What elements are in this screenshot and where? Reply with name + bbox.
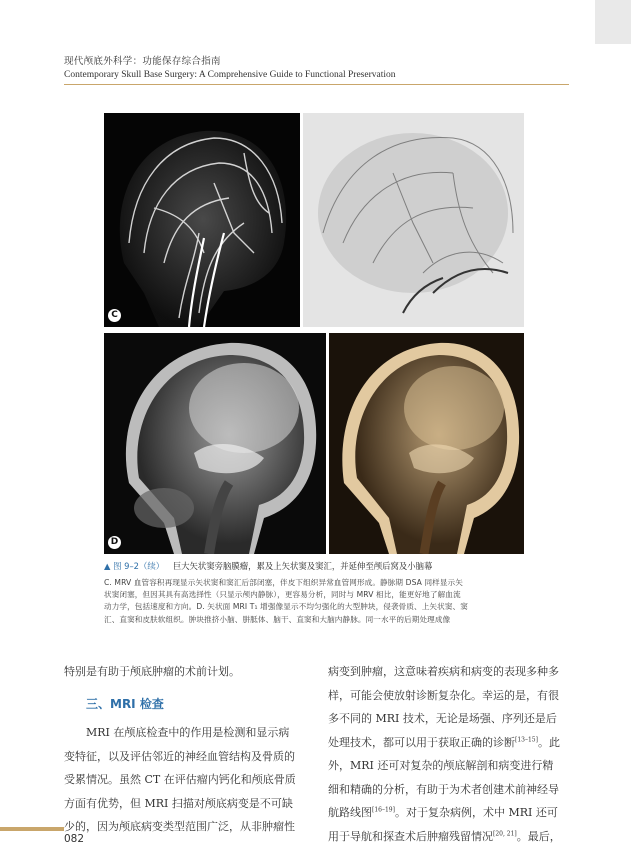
caption-body	[104, 577, 536, 626]
caption-marker: ▲	[104, 561, 111, 571]
page-number: 082	[64, 833, 85, 845]
paragraph-line: 病变到肿瘤，这意味着疾病和病变的表现多种多	[328, 665, 559, 678]
caption-line: 动力学，包括速度和方向。D. 矢状面 MRI T₁ 增强像显示不均匀强化的大型肿块，侵袭骨质、上矢状窦、窦	[104, 602, 468, 612]
paragraph-line: 外，MRI 还可对复杂的颅底解剖和病变进行精	[328, 759, 554, 772]
caption-line: 汇、直窦和皮肤软组织。肿块推挤小脑、胼胝体、脑干、直窦和大脑内静脉。同一水平的后期处理成像	[104, 614, 451, 624]
paragraph-line: 多不同的 MRI 技术，无论是场强、序列还是后	[328, 712, 557, 725]
page-corner-tab	[595, 0, 631, 44]
citation-ref: [20, 21]	[493, 829, 517, 837]
panel-label-c: C	[108, 309, 121, 322]
citation-ref: [16–19]	[372, 806, 395, 814]
paragraph-line	[328, 731, 572, 755]
caption-line: C. MRV 血管容积再现显示矢状窦和窦汇后部闭塞，伴皮下组织异常血管网形成。静脉期 DSA 同样显示矢	[104, 578, 463, 587]
paragraph-line: 少的，因为颅底病变类型范围广泛，从非肿瘤性	[64, 820, 295, 833]
paragraph-line	[328, 825, 572, 849]
footer-rule	[0, 827, 64, 831]
text-run: 。最后，	[516, 829, 561, 843]
text-run: 。对于复杂病例，术中 MRI 还可	[394, 806, 558, 819]
paragraph-line: 方面有优势，但 MRI 扫描对颅底病变是不可缺	[64, 796, 293, 810]
body-column-left	[64, 660, 302, 839]
paragraph-line: 样，可能会使放射诊断复杂化。幸运的是，有很	[328, 688, 559, 702]
paragraph-line: MRI 在颅底检查中的作用是检测和显示病	[86, 726, 290, 739]
body-column-right	[328, 660, 572, 848]
panel-label-d: D	[108, 536, 121, 549]
text-run: 。此	[537, 735, 560, 749]
paragraph-line: 变特征，以及评估邻近的神经血管结构及骨质的	[64, 749, 295, 763]
text-run: 航路线图	[328, 806, 372, 819]
mrv-image	[104, 113, 300, 327]
figure-panel-d	[104, 333, 524, 554]
dsa-image	[303, 113, 524, 327]
figure-caption	[104, 560, 536, 626]
paragraph-continuation: 特别是有助于颅底肿瘤的术前计划。	[64, 665, 240, 678]
paragraph-line: 受累情况。虽然 CT 在评估瘤内钙化和颅底骨质	[64, 773, 296, 786]
mri-postprocessed-image	[329, 333, 524, 554]
figure-panel-c	[104, 113, 524, 327]
paragraph-line: 细和精确的分析，有助于为术者创建术前神经导	[328, 782, 559, 796]
caption-line: 状窦闭塞，但因其具有高选择性（只显示颅内静脉），更容易分析，同时与 MRV 相比，能更好地了解血流	[104, 590, 461, 600]
citation-ref: [13–15]	[515, 735, 538, 743]
book-title-en: Contemporary Skull Base Surgery: A Comprehensive Guide to Functional Preservation	[64, 70, 396, 80]
section-heading: 三、MRI 检查	[86, 696, 164, 711]
text-run: 用于导航和探查术后肿瘤残留情况	[328, 829, 493, 843]
header-rule	[64, 84, 569, 85]
caption-title: 巨大矢状窦旁脑膜瘤，累及上矢状窦及窦汇，并延伸至颅后窝及小脑幕	[172, 561, 433, 571]
text-run: 处理技术，都可以用于获取正确的诊断	[328, 735, 515, 749]
caption-number: 图 9–2（续）	[113, 561, 165, 571]
mri-t1-image	[104, 333, 326, 554]
running-header	[64, 53, 396, 80]
book-title-cn: 现代颅底外科学：功能保存综合指南	[64, 56, 221, 67]
paragraph-line	[328, 801, 572, 825]
caption-title-line	[104, 560, 536, 572]
